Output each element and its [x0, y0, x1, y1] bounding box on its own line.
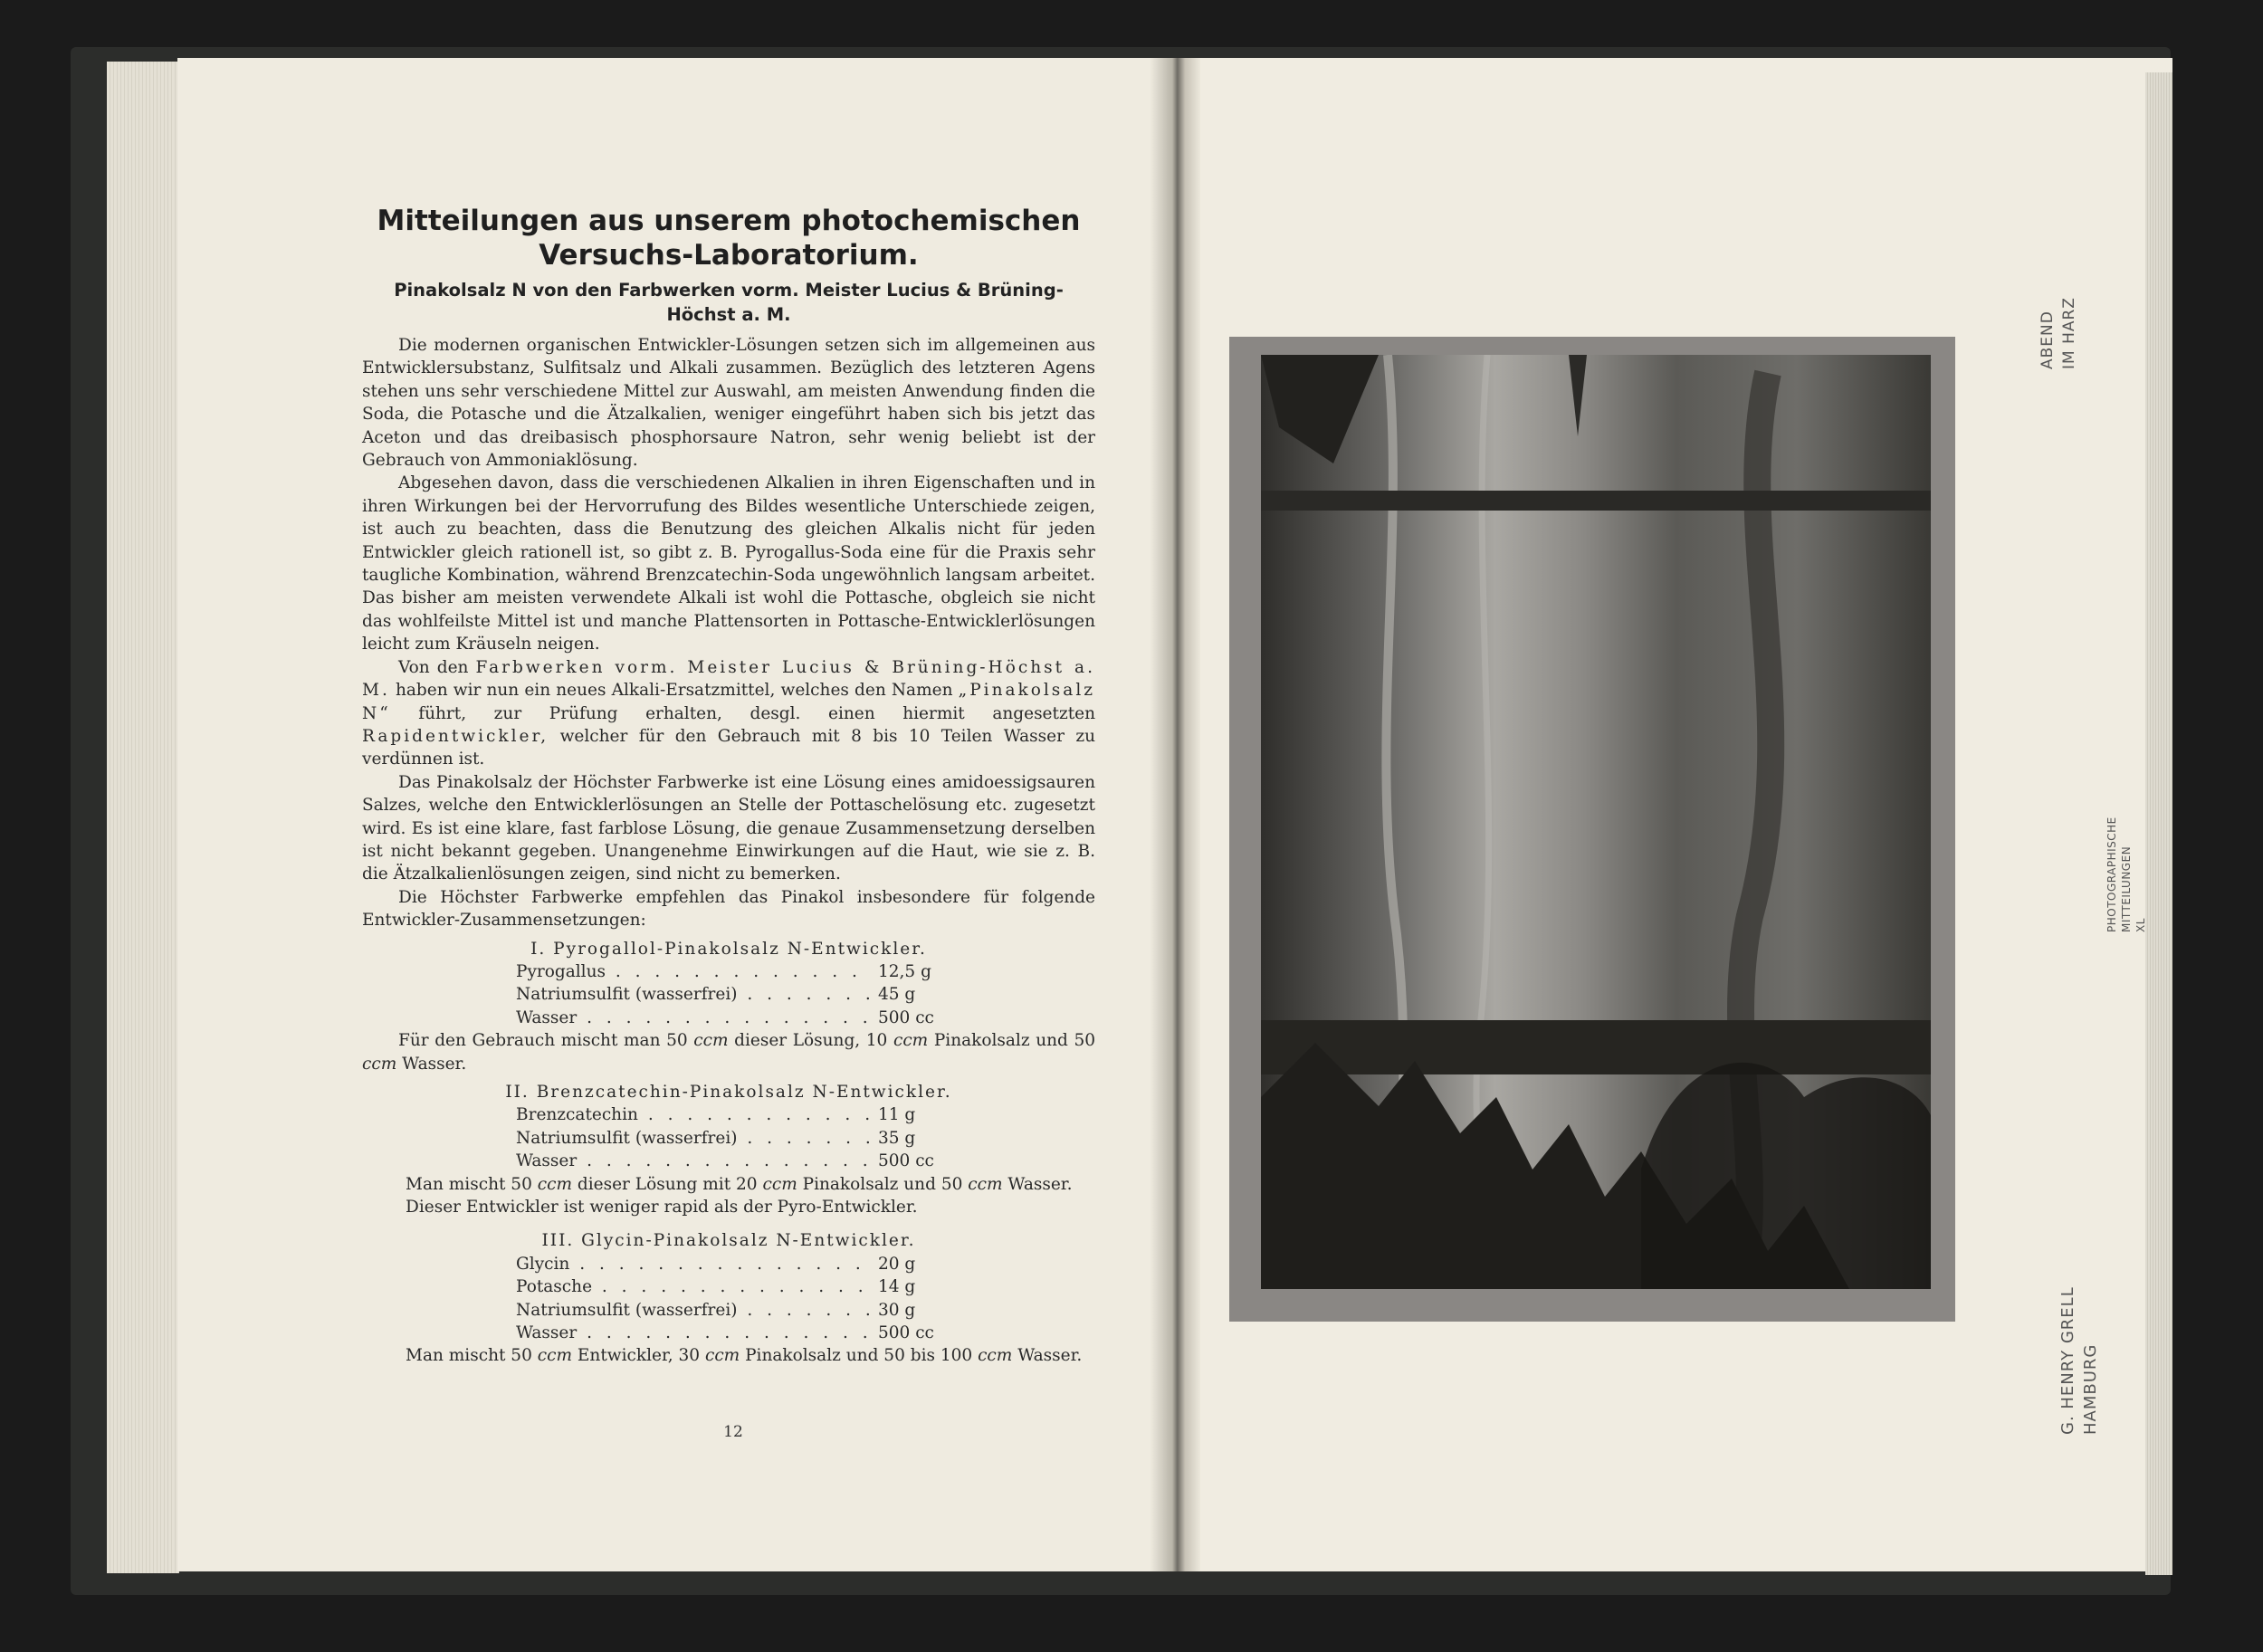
photo-image [1261, 355, 1931, 1289]
text-run: führt, zur Prüfung erhalten, desgl. einen hiermit angesetzten [418, 703, 1095, 723]
text-run: Man mischt 50 [406, 1174, 532, 1194]
text-run: ccm [537, 1174, 573, 1194]
recipe-list [516, 960, 941, 1029]
ingredient-name: Natriumsulfit (wasserfrei) . . . [516, 1127, 871, 1150]
page-edges-left [107, 62, 179, 1573]
page-number: 12 [723, 1423, 743, 1441]
caption-line: MITTEILUNGEN [2120, 845, 2133, 932]
caption-line: G. HENRY GRELL [2058, 1286, 2077, 1435]
text-run: Pinakolsalz und 50 [802, 1174, 963, 1194]
recipe-title: I. Pyrogallol-Pinakolsalz N-Entwickler. [530, 939, 927, 959]
text-run: dieser Lösung mit 20 [577, 1174, 758, 1194]
recipe-note [406, 1344, 1095, 1367]
article-subtitle: Pinakolsalz N von den Farbwerken vorm. Meister Lucius & Brüning-Höchst a. M. [394, 280, 1064, 325]
ingredient-qty: 45 g [878, 985, 916, 1005]
ingredient-name: Wasser . . . [516, 1150, 871, 1172]
series-caption [2105, 816, 2148, 932]
artist-caption [2057, 1286, 2102, 1435]
title-line: Mitteilungen aus unserem photochemischen [377, 205, 1081, 237]
text-run: ccm [537, 1346, 573, 1366]
ingredient-name: Natriumsulfit (wasserfrei) . . . [516, 1299, 871, 1322]
ingredient-qty: 12,5 g [878, 961, 931, 981]
recipe-list [516, 1103, 941, 1172]
recipe-title: III. Glycin-Pinakolsalz N-Entwickler. [541, 1231, 916, 1251]
text-run: Entwickler, 30 [577, 1346, 701, 1366]
caption-line: IM HARZ [2060, 297, 2078, 369]
text-run: Von den [398, 657, 469, 677]
text-run: haben wir nun ein neues Alkali-Ersatzmittel, welches den Namen [395, 681, 953, 701]
text-run: Dieser Entwickler ist weniger rapid als der Pyro-Entwickler. [406, 1198, 918, 1218]
article-title [362, 204, 1095, 272]
caption-line: ABEND [2039, 310, 2057, 369]
caption-line: HAMBURG [2081, 1343, 2100, 1435]
ingredient-name: Wasser . . . [516, 1322, 871, 1344]
title-line: Versuchs-Laboratorium. [539, 239, 919, 272]
ingredient-qty: 30 g [878, 1300, 916, 1320]
ingredient-name: Natriumsulfit (wasserfrei) . . . [516, 983, 871, 1006]
recipe-row [516, 1253, 941, 1275]
recipe-row [516, 1007, 941, 1029]
recipe-row [516, 1275, 941, 1298]
text-run: dieser Lösung, 10 [734, 1031, 888, 1051]
paragraph: Abgesehen davon, dass die verschiedenen Alkalien in ihren Eigenschaften und in ihren Wirkungen bei der Hervorrufung des Bildes wesentliche Unterschiede zeigen, ist auch zu beachten, dass die Benutzung des gleichen Alkalis nicht für jeden Entwickler gleich rationell ist, so gibt z. B. Pyrogallus-Soda eine für die Praxis sehr taugliche Kombination, während Brenzcatechin-Soda ungewöhnlich langsam arbeitet. Das bisher am meisten verwendete Alkali ist wohl die Pottasche, obgleich sie nicht das wohlfeilste Mittel ist und manche Plattensorten in Pottasche-Entwicklerlösungen leicht zum Kräuseln neigen. [362, 473, 1095, 654]
ingredient-qty: 20 g [878, 1254, 916, 1274]
book-gutter [1150, 58, 1200, 1571]
text-run: ccm [362, 1054, 397, 1074]
recipe-title: II. Brenzcatechin-Pinakolsalz N-Entwickler. [505, 1083, 952, 1102]
caption-line: XL [2134, 918, 2147, 932]
text-run: Pinakolsalz und 50 bis 100 [745, 1346, 973, 1366]
ingredient-qty: 500 cc [878, 1007, 934, 1027]
ingredient-qty: 500 cc [878, 1151, 934, 1171]
recipe-row [516, 1299, 941, 1322]
text-run: ccm [693, 1031, 729, 1051]
recipe-row [516, 983, 941, 1006]
text-run: Wasser. [1017, 1346, 1083, 1366]
text-run: Wasser. [1007, 1174, 1073, 1194]
plate-caption [2037, 297, 2080, 369]
text-run: ccm [978, 1346, 1013, 1366]
ingredient-qty: 35 g [878, 1128, 916, 1148]
paragraph: Die Höchster Farbwerke empfehlen das Pinakol insbesondere für folgende Entwickler-Zusammensetzungen: [362, 887, 1095, 931]
recipe-row [516, 1127, 941, 1150]
caption-line: PHOTOGRAPHISCHE [2105, 816, 2118, 932]
text-run: ccm [704, 1346, 740, 1366]
recipe-list [516, 1253, 941, 1345]
recipe-row [516, 1322, 941, 1344]
ingredient-name: Potasche . . . [516, 1275, 871, 1298]
paragraph [362, 656, 1095, 771]
text-run: Wasser. [402, 1054, 467, 1074]
article-column [362, 204, 1095, 1368]
text-run: ccm [893, 1031, 929, 1051]
text-run: welcher für den Gebrauch mit 8 bis 10 Teilen Wasser zu verdünnen ist. [362, 726, 1095, 769]
text-run: Pinakolsalz und 50 [933, 1031, 1096, 1051]
recipe-note [406, 1173, 1095, 1219]
recipe-row [516, 960, 941, 983]
ingredient-qty: 14 g [878, 1277, 916, 1297]
landscape-photo [1261, 355, 1931, 1289]
ingredient-name: Glycin . . . [516, 1253, 871, 1275]
recipe-row [516, 1150, 941, 1172]
text-run: Rapidentwickler, [362, 726, 549, 746]
ingredient-name: Pyrogallus . . . [516, 960, 871, 983]
recipe-note [362, 1029, 1095, 1075]
text-run: Für den Gebrauch mischt man 50 [398, 1031, 688, 1051]
paragraph: Die modernen organischen Entwickler-Lösungen setzen sich im allgemeinen aus Entwicklersubstanz, Sulfitsalz und Alkali zusammen. Bezüglich des letzteren Agens stehen uns sehr verschiedene Mittel zur Auswahl, am meisten Anwendung finden die Soda, die Potasche und die Ätzalkalien, weniger eingeführt haben sich bis jetzt das Aceton und das dreibasisch phosphorsaure Natron, sehr wenig beliebt ist der Gebrauch von Ammoniaklösung. [362, 336, 1095, 471]
text-run: „Pinakolsalz N“ [362, 681, 1095, 723]
ingredient-name: Wasser . . . [516, 1007, 871, 1029]
text-run: ccm [762, 1174, 797, 1194]
recipe-row [516, 1103, 941, 1126]
ingredient-qty: 11 g [878, 1105, 916, 1125]
ingredient-qty: 500 cc [878, 1323, 934, 1343]
paragraph: Das Pinakolsalz der Höchster Farbwerke ist eine Lösung eines amidoessigsauren Salzes, welche den Entwicklerlösungen an Stelle der Pottaschelösung etc. zugesetzt wird. Es ist eine klare, fast farblose Lösung, die genaue Zusammensetzung derselben ist nicht bekannt gegeben. Unangenehme Einwirkungen auf die Haut, wie sie z. B. die Ätzalkalienlösungen zeigen, sind nicht zu bemerken. [362, 772, 1095, 884]
text-run: Man mischt 50 [406, 1346, 532, 1366]
text-run: ccm [968, 1174, 1003, 1194]
page-edges-right [2145, 72, 2172, 1575]
text-run: Farbwerken vorm. Meister Lucius & Brüning-Höchst a. M. [362, 657, 1095, 701]
ingredient-name: Brenzcatechin . . . [516, 1103, 871, 1126]
